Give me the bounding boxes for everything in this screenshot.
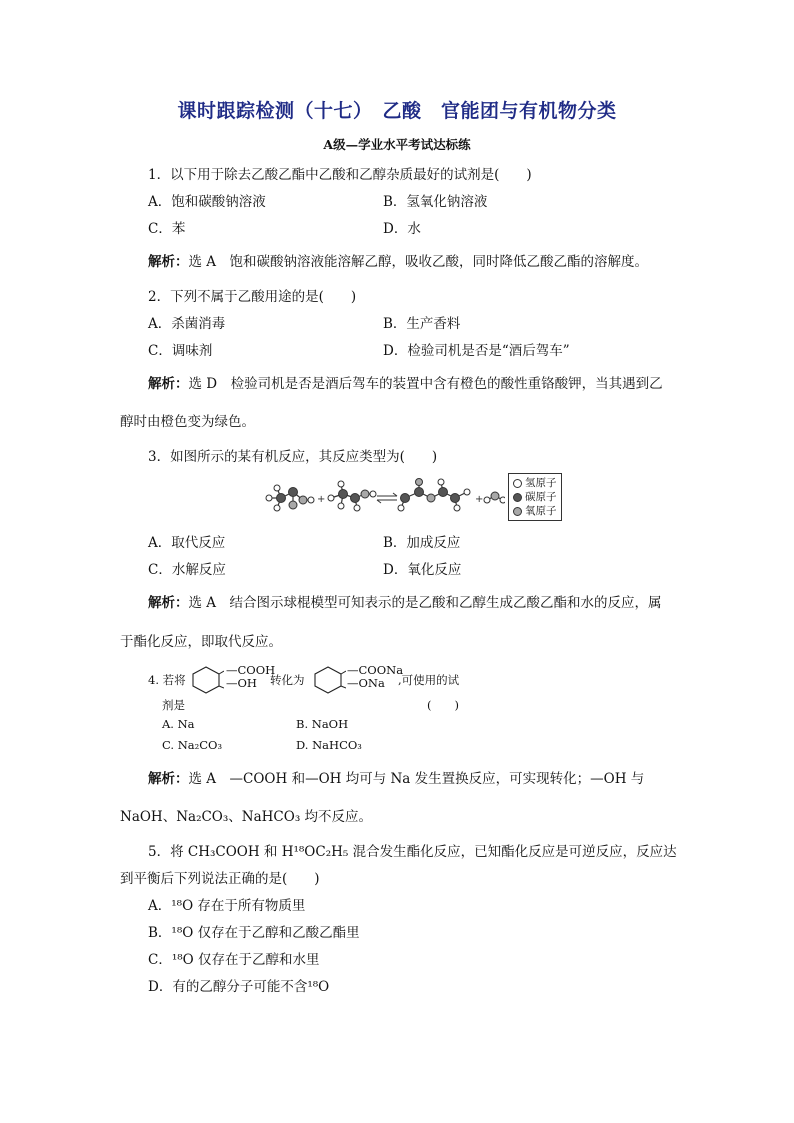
carbon-atom-icon [513, 493, 522, 502]
q2-analysis-line2: 醇时由橙色变为绿色。 [120, 414, 255, 430]
q1-option-a: A．饱和碳酸钠溶液 [148, 194, 266, 210]
question-2-stem: 2．下列不属于乙酸用途的是( ) [148, 289, 357, 305]
q4-option-d: D. NaHCO₃ [296, 738, 362, 752]
q4-option-c: C. Na₂CO₃ [162, 738, 223, 752]
q4-line2: 剂是 [162, 698, 185, 712]
q1-option-d: D．水 [383, 221, 421, 237]
analysis-label: 解析： [148, 376, 189, 392]
analysis-text: 选 A 结合图示球棍模型可知表示的是乙酸和乙醇生成乙酸乙酯和水的反应，属 [188, 595, 662, 611]
substituent-cooh: COOH [237, 663, 276, 677]
q3-option-a: A．取代反应 [148, 535, 226, 551]
analysis-text: 选 A 饱和碳酸钠溶液能溶解乙醇，吸收乙酸，同时降低乙酸乙酯的溶解度。 [188, 254, 649, 270]
legend-oxygen [513, 504, 557, 518]
q3-analysis-line1 [148, 591, 662, 611]
section-subtitle: A级—学业水平考试达标练 [323, 137, 471, 152]
q4-answer-paren: ( ) [427, 698, 459, 712]
q5-option-b: B．¹⁸O 仅存在于乙醇和乙酸乙酯里 [148, 925, 360, 941]
legend-label: 碳原子 [525, 491, 557, 503]
q2-option-d: D．检验司机是否是“酒后驾车” [383, 343, 570, 359]
question-1-stem: 1．以下用于除去乙酸乙酯中乙酸和乙醇杂质最好的试剂是( ) [148, 167, 532, 183]
reaction-ball-stick-diagram [255, 478, 505, 518]
q1-option-b: B．氢氧化钠溶液 [383, 194, 488, 210]
q2-option-c: C．调味剂 [148, 343, 213, 359]
q5-option-a: A．¹⁸O 存在于所有物质里 [148, 898, 306, 914]
q4-suffix: ,可使用的试 [398, 673, 460, 687]
q4-analysis-line1 [148, 767, 644, 787]
q2-analysis-line1 [148, 372, 663, 392]
q4-analysis-line2: NaOH、Na₂CO₃、NaHCO₃ 均不反应。 [120, 809, 373, 825]
substituent-coona: COONa [358, 663, 404, 677]
question-5-stem-line2: 到平衡后下列说法正确的是( ) [120, 871, 320, 887]
q4-option-a: A. Na [162, 717, 195, 731]
q4-substituents-2: —COONa —ONa [347, 663, 404, 690]
legend-carbon [513, 490, 557, 504]
analysis-label: 解析： [148, 595, 189, 611]
q4-prefix: 4. 若将 [148, 673, 186, 687]
svg-text:+: + [475, 494, 484, 505]
q4-option-b: B. NaOH [296, 717, 349, 731]
legend-label: 氧原子 [525, 505, 557, 517]
atom-legend [508, 473, 562, 521]
substituent-ona: ONa [358, 676, 385, 690]
q4-substituents-1: —COOH —OH [226, 663, 276, 690]
hydrogen-atom-icon [513, 479, 522, 488]
q5-option-c: C．¹⁸O 仅存在于乙醇和水里 [148, 952, 320, 968]
substituent-oh: OH [237, 676, 257, 690]
q5-option-d: D．有的乙醇分子可能不含¹⁸O [148, 979, 330, 995]
q1-analysis [148, 250, 648, 270]
q3-option-c: C．水解反应 [148, 562, 226, 578]
analysis-text: 选 A —COOH 和—OH 均可与 Na 发生置换反应，可实现转化；—OH 与 [188, 771, 645, 787]
question-3-stem: 3．如图所示的某有机反应，其反应类型为( ) [148, 449, 438, 465]
q1-option-c: C．苯 [148, 221, 186, 237]
benzene-ring-icon [310, 664, 346, 694]
q3-analysis-line2: 于酯化反应，即取代反应。 [120, 634, 282, 650]
q2-option-b: B．生产香料 [383, 316, 461, 332]
page-title: 课时跟踪检测（十七） 乙酸 官能团与有机物分类 [177, 100, 617, 122]
q4-middle: 转化为 [270, 673, 305, 687]
oxygen-atom-icon [513, 507, 522, 516]
svg-text:+: + [317, 494, 326, 505]
question-5-stem-line1: 5．将 CH₃COOH 和 H¹⁸OC₂H₅ 混合发生酯化反应，已知酯化反应是可逆反应，反应达 [148, 844, 677, 860]
benzene-ring-icon [188, 664, 224, 694]
analysis-text: 选 D 检验司机是否是酒后驾车的装置中含有橙色的酸性重铬酸钾，当其遇到乙 [188, 376, 663, 392]
legend-hydrogen [513, 476, 557, 490]
legend-label: 氢原子 [525, 477, 557, 489]
q2-option-a: A．杀菌消毒 [148, 316, 226, 332]
analysis-label: 解析： [148, 254, 189, 270]
analysis-label: 解析： [148, 771, 189, 787]
q3-option-d: D．氧化反应 [383, 562, 462, 578]
q3-option-b: B．加成反应 [383, 535, 461, 551]
